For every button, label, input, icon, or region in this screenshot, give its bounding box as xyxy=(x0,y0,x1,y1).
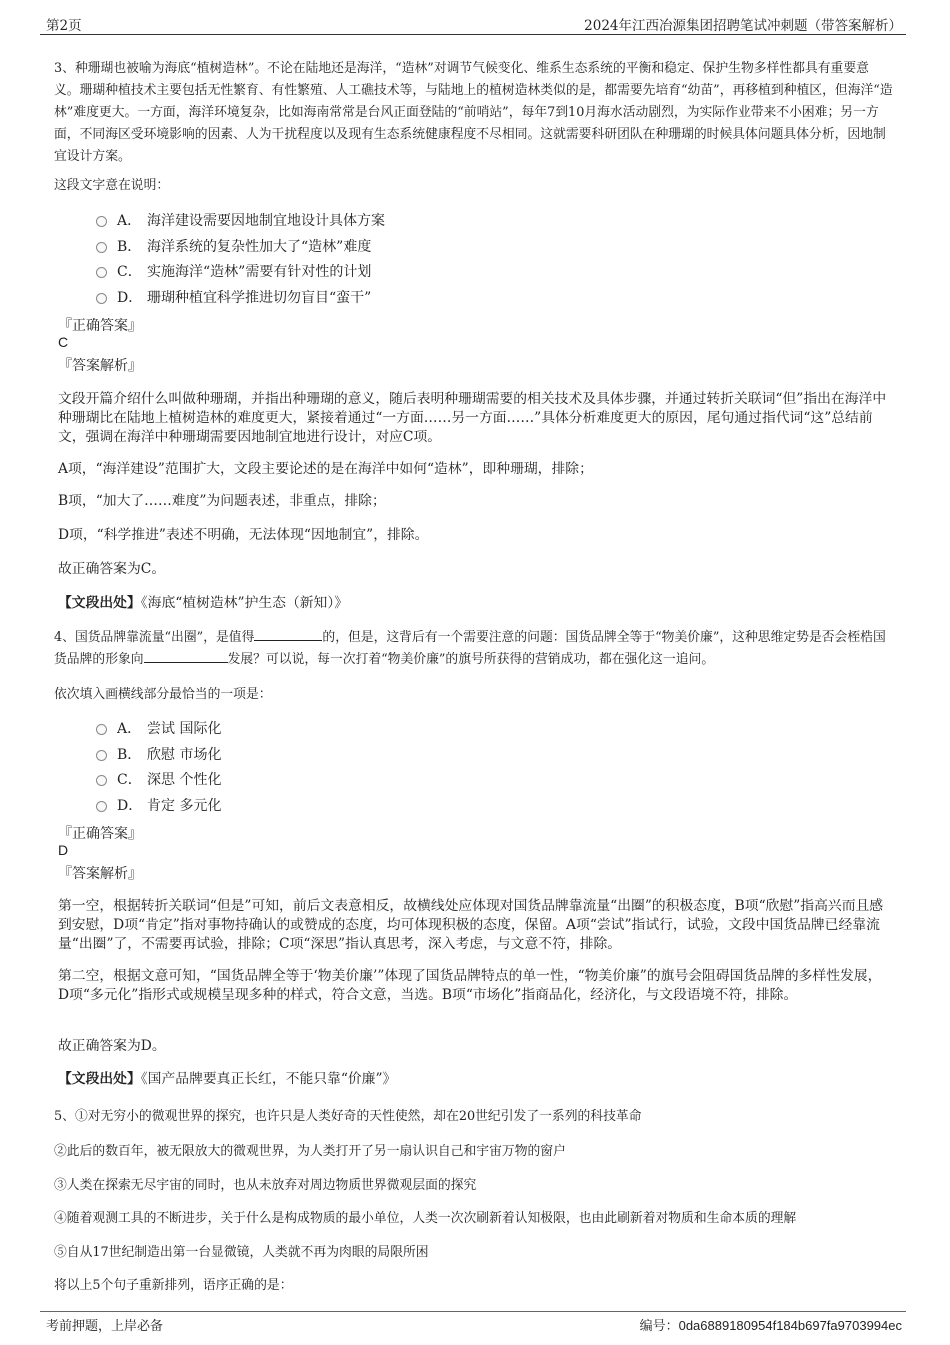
page-number: 第2页 xyxy=(46,18,82,34)
question-3-option-d[interactable]: D． 珊瑚种植宜科学推进切勿盲目“蛮干” xyxy=(96,287,371,307)
analysis-paragraph: D项，“科学推进”表述不明确，无法体现“因地制宜”，排除。 xyxy=(58,527,429,543)
question-5-prompt: 将以上5个句子重新排列，语序正确的是： xyxy=(54,1278,293,1293)
question-5-sentence: ④随着观测工具的不断进步，关于什么是构成物质的最小单位，人类一次次刷新着认知极限，也由此刷新着对物质和生命本质的理解 xyxy=(54,1211,797,1226)
question-4-option-d[interactable]: D． 肯定 多元化 xyxy=(96,795,221,815)
answer-label: 『正确答案』 xyxy=(58,826,142,842)
answer-label: 『正确答案』 xyxy=(58,318,142,334)
source-line: 【文段出处】《海底“植树造林”护生态（新知）》 xyxy=(58,595,349,611)
question-4-option-b[interactable]: B． 欣慰 市场化 xyxy=(96,744,221,764)
radio-icon[interactable] xyxy=(96,750,107,761)
document-code: 编号：0da6889180954f184b697fa9703994ec xyxy=(639,1318,902,1334)
analysis-paragraph: A项，“海洋建设”范围扩大，文段主要论述的是在海洋中如何“造林”，即种珊瑚，排除； xyxy=(58,461,593,477)
fill-blank xyxy=(144,649,228,663)
question-5-sentence: ⑤自从17世纪制造出第一台显微镜，人类就不再为肉眼的局限所困 xyxy=(54,1245,429,1260)
radio-icon[interactable] xyxy=(96,801,107,812)
question-3-option-b[interactable]: B． 海洋系统的复杂性加大了“造林”难度 xyxy=(96,236,371,256)
analysis-label: 『答案解析』 xyxy=(58,358,142,374)
radio-icon[interactable] xyxy=(96,267,107,278)
question-4-prompt: 依次填入画横线部分最恰当的一项是： xyxy=(54,687,272,702)
correct-answer: C xyxy=(58,334,69,350)
analysis-paragraph: 第一空，根据转折关联词“但是”可知，前后文表意相反，故横线处应体现对国货品牌靠流量“出圈”的积极态度，B项“欣慰”指高兴而且感到安慰，D项“肯定”指对事物持确认的或赞成的态度，均可体现积极的态度，保留。A项“尝试”指试行，试验，文段中国货品牌已经靠流量“出圈”了，不需要再试验，排除；C项“深思”指认真思考，深入考虑，与文意不符，排除。 xyxy=(58,898,884,952)
question-4-option-c[interactable]: C． 深思 个性化 xyxy=(96,769,221,789)
question-3-text: 3、种珊瑚也被喻为海底“植树造林”。不论在陆地还是海洋，“造林”对调节气候变化、维系生态系统的平衡和稳定、保护生物多样性都具有重要意义。珊瑚种植技术主要包括无性繁育、有性繁殖、人工礁技术等，与陆地上的植树造林类似的是，都需要先培育“幼苗”，再移植到种植区，但海洋“造林”难度更大。一方面，海洋环境复杂，比如海南常常是台风正面登陆的“前哨站”，每年7到10月海水活动剧烈，为实际作业带来不小困难；另一方面，不同海区受环境影响的因素、人为干扰程度以及现有生态系统健康程度不尽相同。这就需要科研团队在种珊瑚的时候具体问题具体分析，因地制宜设计方案。 xyxy=(54,61,893,164)
analysis-label: 『答案解析』 xyxy=(58,866,142,882)
document-title: 2024年江西冶源集团招聘笔试冲刺题（带答案解析） xyxy=(584,18,902,34)
question-4-option-a[interactable]: A． 尝试 国际化 xyxy=(96,718,221,738)
radio-icon[interactable] xyxy=(96,216,107,227)
question-5-sentence: 5、①对无穷小的微观世界的探究，也许只是人类好奇的天性使然，却在20世纪引发了一系列的科技革命 xyxy=(54,1109,642,1124)
correct-answer: D xyxy=(58,842,69,858)
question-4-text: 4、国货品牌靠流量“出圈”，是值得 的，但是，这背后有一个需要注意的问题：国货品牌全等于“物美价廉”，这种思维定势是否会桎梏国货品牌的形象向 发展？可以说，每一次打着“物美价廉”的旗号所获得的营销成功，都在强化这一追问。 xyxy=(54,627,894,671)
page-header xyxy=(40,14,906,35)
radio-icon[interactable] xyxy=(96,775,107,786)
question-5-sentence: ③人类在探索无尽宇宙的同时，也从未放弃对周边物质世界微观层面的探究 xyxy=(54,1178,477,1193)
footer-slogan: 考前押题，上岸必备 xyxy=(46,1319,164,1334)
analysis-paragraph: B项，“加大了……难度”为问题表述，非重点，排除； xyxy=(58,493,386,509)
analysis-paragraph: 故正确答案为D。 xyxy=(58,1038,166,1054)
analysis-paragraph: 第二空，根据文意可知，“国货品牌全等于‘物美价廉’”体现了国货品牌特点的单一性，“物美价廉”的旗号会阻碍国货品牌的多样性发展，D项“多元化”指形式或规模呈现多种的样式，符合文意，当选。B项“市场化”指商品化，经济化，与文段语境不符，排除。 xyxy=(58,968,882,1003)
question-5-sentence: ②此后的数百年，被无限放大的微观世界，为人类打开了另一扇认识自己和宇宙万物的窗户 xyxy=(54,1144,566,1159)
fill-blank xyxy=(254,627,322,641)
radio-icon[interactable] xyxy=(96,724,107,735)
analysis-paragraph: 文段开篇介绍什么叫做种珊瑚，并指出种珊瑚的意义，随后表明种珊瑚需要的相关技术及具体步骤，并通过转折关联词“但”指出在海洋中种珊瑚比在陆地上植树造林的难度更大，紧接着通过“一方面……另一方面……”具体分析难度更大的原因，尾句通过指代词“这”总结前文，强调在海洋中种珊瑚需要因地制宜地进行设计，对应C项。 xyxy=(58,391,887,445)
source-line: 【文段出处】《国产品牌要真正长红，不能只靠“价廉”》 xyxy=(58,1071,397,1087)
question-3-prompt: 这段文字意在说明： xyxy=(54,178,170,193)
radio-icon[interactable] xyxy=(96,242,107,253)
radio-icon[interactable] xyxy=(96,293,107,304)
question-3-option-c[interactable]: C． 实施海洋“造林”需要有针对性的计划 xyxy=(96,261,371,281)
page-footer xyxy=(40,1311,906,1334)
question-3-option-a[interactable]: A． 海洋建设需要因地制宜地设计具体方案 xyxy=(96,210,385,230)
analysis-paragraph: 故正确答案为C。 xyxy=(58,561,166,577)
